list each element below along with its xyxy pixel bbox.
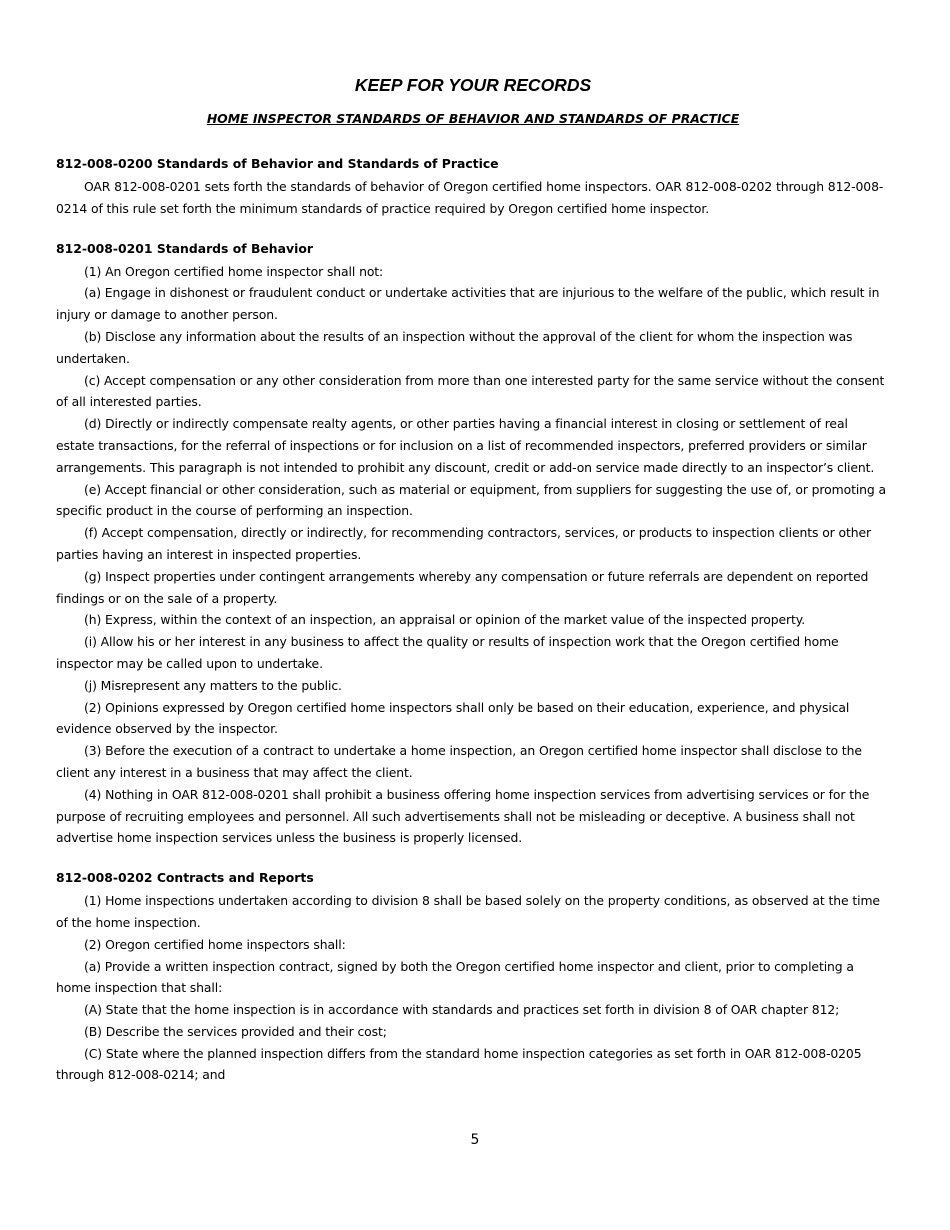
section-heading: 812-008-0201 Standards of Behavior <box>56 240 313 256</box>
paragraph: (c) Accept compensation or any other consideration from more than one interested party for the same service without the consent of all interested parties. <box>56 372 885 410</box>
paragraph: (1) An Oregon certified home inspector shall not: <box>84 263 384 279</box>
paragraph: (B) Describe the services provided and their cost; <box>84 1023 387 1039</box>
paragraph: (A) State that the home inspection is in accordance with standards and practices set forth in division 8 of OAR chapter 812; <box>84 1002 840 1018</box>
section-heading: 812-008-0200 Standards of Behavior and Standards of Practice <box>56 156 499 171</box>
paragraph: (f) Accept compensation, directly or indirectly, for recommending contractors, services, or products to inspection clients or other parties having an interest in inspected properties. <box>56 525 872 562</box>
paragraph: (C) State where the planned inspection differs from the standard home inspection categories as set forth in OAR 812-008-0205 through 812-008-0214; and <box>56 1045 862 1083</box>
paragraph: (e) Accept financial or other consideration, such as material or equipment, from suppliers for suggesting the use of, or promoting a specific product in the course of performing an inspection. <box>56 481 887 519</box>
paragraph: (3) Before the execution of a contract to undertake a home inspection, an Oregon certified home inspector shall disclose to the client any interest in a business that may affect the client. <box>56 743 862 780</box>
paragraph: (1) Home inspections undertaken according to division 8 shall be based solely on the property conditions, as observed at the time of the home inspection. <box>56 893 880 930</box>
section-standards-of-behavior <box>56 240 890 850</box>
paragraph: (a) Engage in dishonest or fraudulent conduct or undertake activities that are injurious to the welfare of the public, which result in injury or damage to another person. <box>56 285 880 323</box>
paragraph: (b) Disclose any information about the results of an inspection without the approval of the client for whom the inspection was undertaken. <box>56 328 853 366</box>
section-standards-overview <box>56 155 890 220</box>
paragraph: (j) Misrepresent any matters to the public. <box>84 677 342 693</box>
section-heading: 812-008-0202 Contracts and Reports <box>56 870 314 886</box>
paragraph: (2) Opinions expressed by Oregon certified home inspectors shall only be based on their education, experience, and physical evidence observed by the inspector. <box>56 699 850 737</box>
paragraph: (d) Directly or indirectly compensate realty agents, or other parties having a financial interest in closing or settlement of real estate transactions, for the referral of inspections or for inclusion on a list of recommended inspectors, preferred providers or similar arrangements. This paragraph is not intended to prohibit any discount, credit or add-on service made directly to an inspector’s client. <box>56 416 875 475</box>
paragraph: OAR 812-008-0201 sets forth the standards of behavior of Oregon certified home inspectors. OAR 812-008-0202 through 812-008-0214 of this rule set forth the minimum standards of practice required by Oregon certified home inspector. <box>56 179 884 216</box>
paragraph: (4) Nothing in OAR 812-008-0201 shall prohibit a business offering home inspection services from advertising services or for the purpose of recruiting employees and personnel. All such advertisements shall not be misleading or deceptive. A business shall not advertise home inspection services unless the business is properly licensed. <box>56 786 870 846</box>
section-contracts-and-reports <box>56 869 890 1086</box>
document-subtitle: HOME INSPECTOR STANDARDS OF BEHAVIOR AND STANDARDS OF PRACTICE <box>206 111 740 126</box>
paragraph: (2) Oregon certified home inspectors shall: <box>84 936 346 952</box>
document-title: KEEP FOR YOUR RECORDS <box>354 75 592 95</box>
paragraph: (h) Express, within the context of an inspection, an appraisal or opinion of the market value of the inspected property. <box>84 612 806 628</box>
paragraph: (i) Allow his or her interest in any business to affect the quality or results of inspection work that the Oregon certified home inspector may be called upon to undertake. <box>56 634 839 671</box>
paragraph: (a) Provide a written inspection contract, signed by both the Oregon certified home inspector and client, prior to completing a home inspection that shall: <box>56 958 854 996</box>
page-number: 5 <box>470 1132 480 1148</box>
paragraph: (g) Inspect properties under contingent arrangements whereby any compensation or future referrals are dependent on reported findings or on the sale of a property. <box>56 568 869 606</box>
